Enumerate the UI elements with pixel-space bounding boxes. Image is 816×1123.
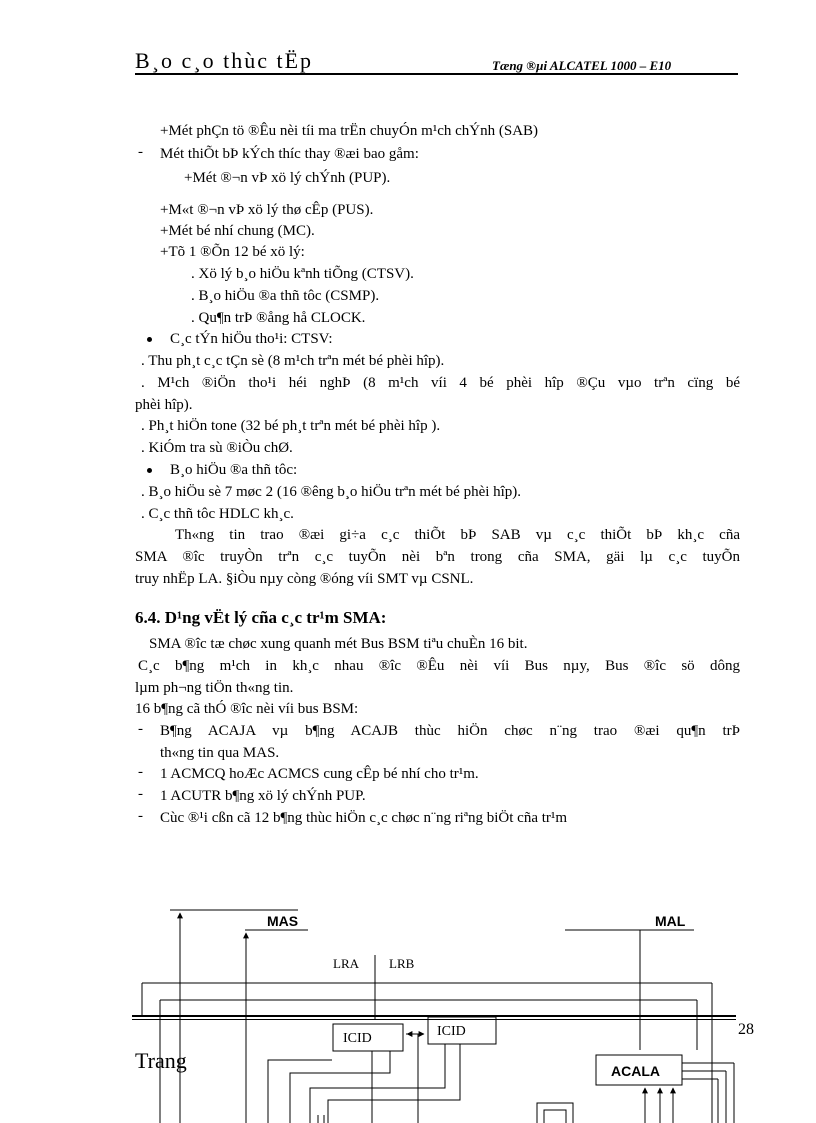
text-line-13: phèi hîp). bbox=[135, 397, 193, 413]
text-line-12: . M¹ch ®iÖn tho¹i héi nghÞ (8 m¹ch víi 4 bé phèi hîp ®Çu vµo trªn cïng bé bbox=[141, 375, 740, 391]
dash-marker-5: - bbox=[138, 808, 143, 824]
mas-label: MAS bbox=[267, 913, 299, 929]
text-line-7: . Xö lý b¸o hiÖu kªnh tiÕng (CTSV). bbox=[191, 266, 414, 282]
wire-2 bbox=[290, 1051, 390, 1123]
text-line-16: B¸o hiÖu ®a thñ tôc: bbox=[170, 462, 298, 478]
dash-marker-3: - bbox=[138, 764, 143, 780]
text-line-6: +Tõ 1 ®Õn 12 bé xö lý: bbox=[160, 244, 305, 260]
header-document-title: Tæng ®µi ALCATEL 1000 – E10 bbox=[492, 58, 672, 73]
text-line-4: +M«t ®¬n vÞ xö lý thø cÊp (PUS). bbox=[160, 202, 374, 218]
text-line-8: . B¸o hiÖu ®a thñ tôc (CSMP). bbox=[191, 288, 380, 304]
text-line-1: +Mét phÇn tö ®Êu nèi tíi ma trËn chuyÓn m¹ch chÝnh (SAB) bbox=[160, 123, 539, 139]
text-line-17: . B¸o hiÖu sè 7 møc 2 (16 ®êng b¸o hiÖu trªn mét bé phèi hîp). bbox=[141, 484, 522, 500]
footer-rule-thin bbox=[132, 1019, 736, 1020]
small-box-inner bbox=[544, 1110, 566, 1123]
wire-1 bbox=[268, 1060, 332, 1123]
footer-rule bbox=[132, 1015, 736, 1017]
dash-marker-2: - bbox=[138, 721, 143, 737]
text-line-11: . Thu ph¸t c¸c tÇn sè (8 m¹ch trªn mét bé phèi hîp). bbox=[141, 353, 445, 369]
header-report-title: B¸o c¸o thùc tËp bbox=[135, 48, 314, 73]
dash-marker-4: - bbox=[138, 786, 143, 802]
text-line-30: Cùc ®¹i cßn cã 12 b¶ng thùc hiÖn c¸c chøc n¨ng riªng biÖt cña tr¹m bbox=[160, 810, 568, 826]
acala-label: ACALA bbox=[611, 1063, 660, 1079]
section-heading-6-4: 6.4. D¹ng vËt lý cña c¸c tr¹m SMA: bbox=[135, 608, 387, 627]
small-box bbox=[537, 1103, 573, 1123]
text-line-28: 1 ACMCQ hoÆc ACMCS cung cÊp bé nhí cho tr¹m. bbox=[160, 766, 479, 782]
text-line-19: Th«ng tin trao ®æi gi÷a c¸c thiÕt bÞ SAB vµ c¸c thiÕt bÞ kh¸c cña bbox=[175, 527, 740, 543]
text-line-2: Mét thiÕt bÞ kÝch thíc thay ®æi bao gåm: bbox=[160, 146, 419, 162]
wire-4 bbox=[328, 1044, 460, 1123]
text-line-15: . KiÓm tra sù ®iÒu chØ. bbox=[141, 440, 293, 456]
text-line-27: th«ng tin qua MAS. bbox=[160, 745, 280, 761]
text-line-22: SMA ®îc tæ chøc xung quanh mét Bus BSM tiªu chuÈn 16 bit. bbox=[149, 636, 528, 652]
footer-page-label: Trang bbox=[135, 1048, 187, 1073]
text-line-25: 16 b¶ng cã thÓ ®îc nèi víi bus BSM: bbox=[135, 701, 359, 717]
text-line-14: . Ph¸t hiÖn tone (32 bé ph¸t trªn mét bé phèi hîp ). bbox=[141, 418, 441, 434]
text-line-9: . Qu¶n trÞ ®ång hå CLOCK. bbox=[191, 310, 366, 326]
mal-label: MAL bbox=[655, 913, 686, 929]
text-line-10: C¸c tÝn hiÖu tho¹i: CTSV: bbox=[170, 331, 333, 347]
lrb-label: LRB bbox=[389, 956, 415, 971]
dash-marker-1: - bbox=[138, 144, 143, 160]
page-number: 28 bbox=[738, 1021, 754, 1038]
text-line-5: +Mét bé nhí chung (MC). bbox=[160, 223, 315, 239]
text-line-20: SMA ®îc truyÒn trªn c¸c tuyÕn nèi bªn trong cña SMA, gäi lµ c¸c tuyÕn bbox=[135, 549, 740, 565]
text-line-23: C¸c b¶ng m¹ch in kh¸c nhau ®îc ®Êu nèi víi Bus nµy, Bus ®îc sö dông bbox=[138, 658, 740, 674]
text-line-29: 1 ACUTR b¶ng xö lý chÝnh PUP. bbox=[160, 788, 366, 804]
icid-label-2: ICID bbox=[437, 1024, 466, 1039]
text-line-3: +Mét ®¬n vÞ xö lý chÝnh (PUP). bbox=[184, 170, 391, 186]
icid-label-1: ICID bbox=[343, 1031, 372, 1046]
text-line-21: truy nhËp LA. §iÒu nµy còng ®óng víi SMT vµ CSNL. bbox=[135, 571, 474, 587]
lra-label: LRA bbox=[333, 956, 359, 971]
wire-3 bbox=[310, 1044, 445, 1123]
text-line-18: . C¸c thñ tôc HDLC kh¸c. bbox=[141, 506, 294, 522]
text-line-24: lµm ph¬ng tiÖn th«ng tin. bbox=[135, 680, 294, 696]
text-line-26: B¶ng ACAJA vµ b¶ng ACAJB thùc hiÖn chøc n¨ng trao ®æi qu¶n trÞ bbox=[160, 723, 740, 739]
